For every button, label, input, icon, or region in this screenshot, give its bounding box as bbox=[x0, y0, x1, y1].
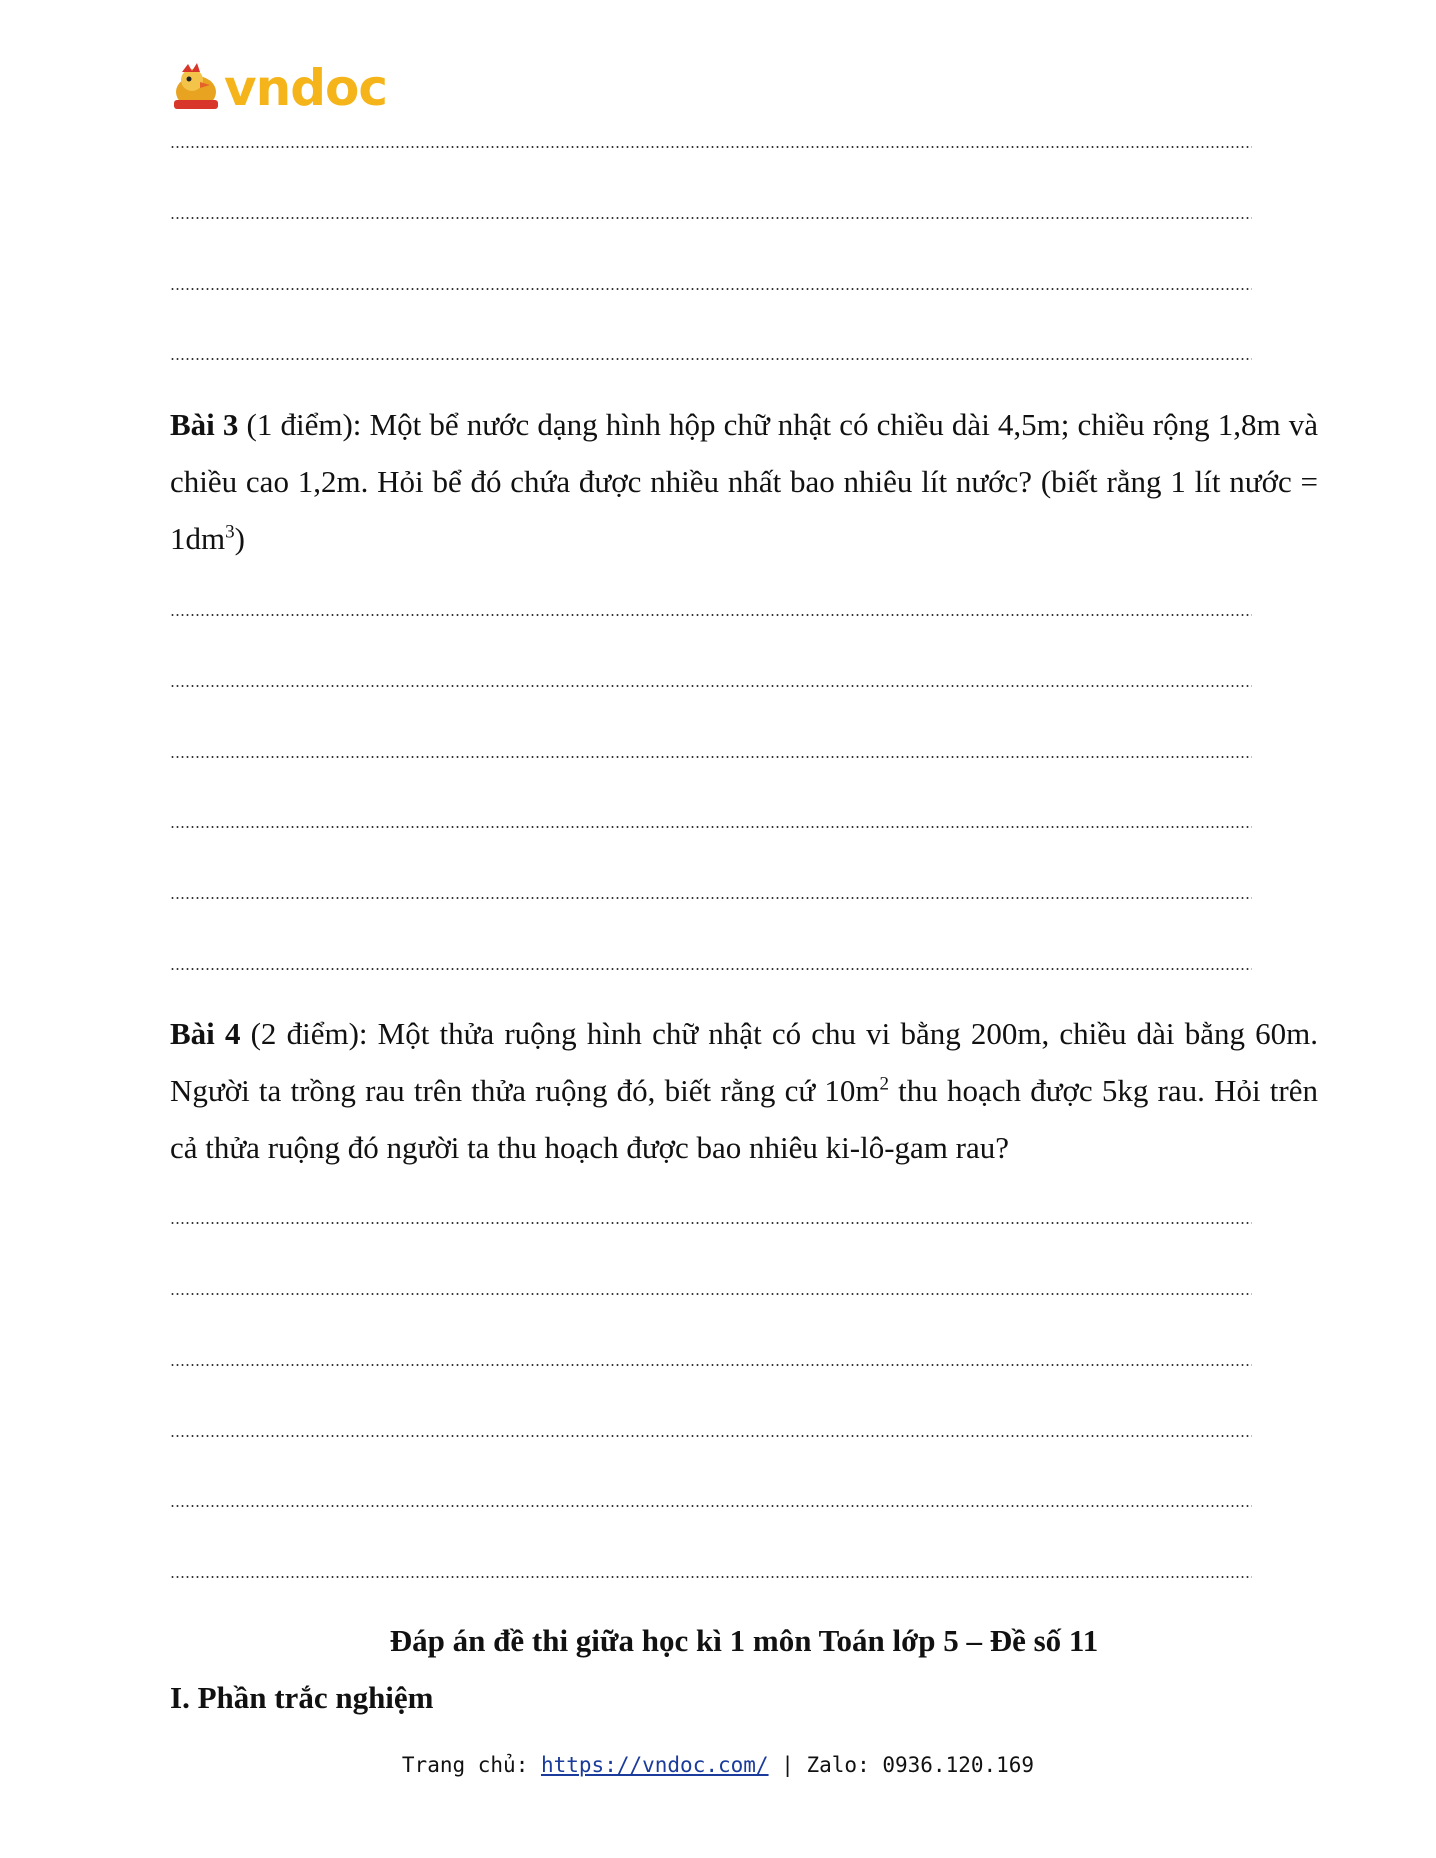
logo-text: vndoc bbox=[224, 59, 387, 117]
exercise-3-superscript: 3 bbox=[225, 521, 235, 543]
exercise-3-text: Một bể nước dạng hình hộp chữ nhật có chiều dài 4,5m; chiều rộng 1,8m và chiều cao 1,2m. Hỏi bể đó chứa được nhiều nhất bao nhiêu lít nước? (biết rằng 1 lít nước = 1dm bbox=[170, 407, 1318, 556]
footer-contact: | Zalo: 0936.120.169 bbox=[768, 1753, 1035, 1777]
answer-line bbox=[170, 685, 1252, 687]
answer-line bbox=[170, 1364, 1252, 1366]
answer-line bbox=[170, 897, 1252, 899]
exercise-4-points: (2 điểm): bbox=[240, 1016, 378, 1051]
answer-line bbox=[170, 146, 1252, 148]
section-heading: I. Phần trắc nghiệm bbox=[170, 1680, 434, 1715]
answer-line bbox=[170, 1435, 1252, 1437]
answer-line bbox=[170, 1576, 1252, 1578]
homepage-link[interactable]: https://vndoc.com/ bbox=[540, 1753, 769, 1777]
exercise-3-tail: ) bbox=[234, 521, 245, 556]
exercise-3-points: (1 điểm): bbox=[238, 407, 370, 442]
answer-key-title: Đáp án đề thi giữa học kì 1 môn Toán lớp 5 – Đề số 11 bbox=[389, 1623, 1099, 1658]
exercise-4-text-a: Một thửa ruộng hình chữ nhật có chu vi bằng 200m, chiều dài bằng 60m. Người ta trồng rau trên thửa ruộng đó, biết rằng cứ 10m bbox=[170, 1016, 1318, 1108]
exercise-4-label: Bài 4 bbox=[170, 1016, 241, 1051]
page-footer bbox=[0, 1753, 1436, 1777]
answer-line bbox=[170, 826, 1252, 828]
answer-line bbox=[170, 217, 1252, 219]
answer-line bbox=[170, 288, 1252, 290]
answer-line bbox=[170, 1293, 1252, 1295]
answer-line bbox=[170, 614, 1252, 616]
answer-line bbox=[170, 1505, 1252, 1507]
answer-line bbox=[170, 358, 1252, 360]
answer-line bbox=[170, 1222, 1252, 1224]
exercise-4-superscript: 2 bbox=[879, 1073, 889, 1095]
answer-line bbox=[170, 968, 1252, 970]
exercise-4-text-b: thu hoạch được 5kg rau. Hỏi trên cả thửa ruộng đó người ta thu hoạch được bao nhiêu ki-lô-gam rau? bbox=[170, 1073, 1318, 1165]
vndoc-logo[interactable] bbox=[170, 59, 387, 117]
exercise-3-label: Bài 3 bbox=[170, 407, 239, 442]
footer-prefix: Trang chủ: bbox=[401, 1753, 541, 1777]
exercise-4 bbox=[170, 1005, 1318, 1176]
mascot-logo-icon bbox=[170, 62, 222, 114]
answer-line bbox=[170, 756, 1252, 758]
exercise-3 bbox=[170, 396, 1318, 567]
